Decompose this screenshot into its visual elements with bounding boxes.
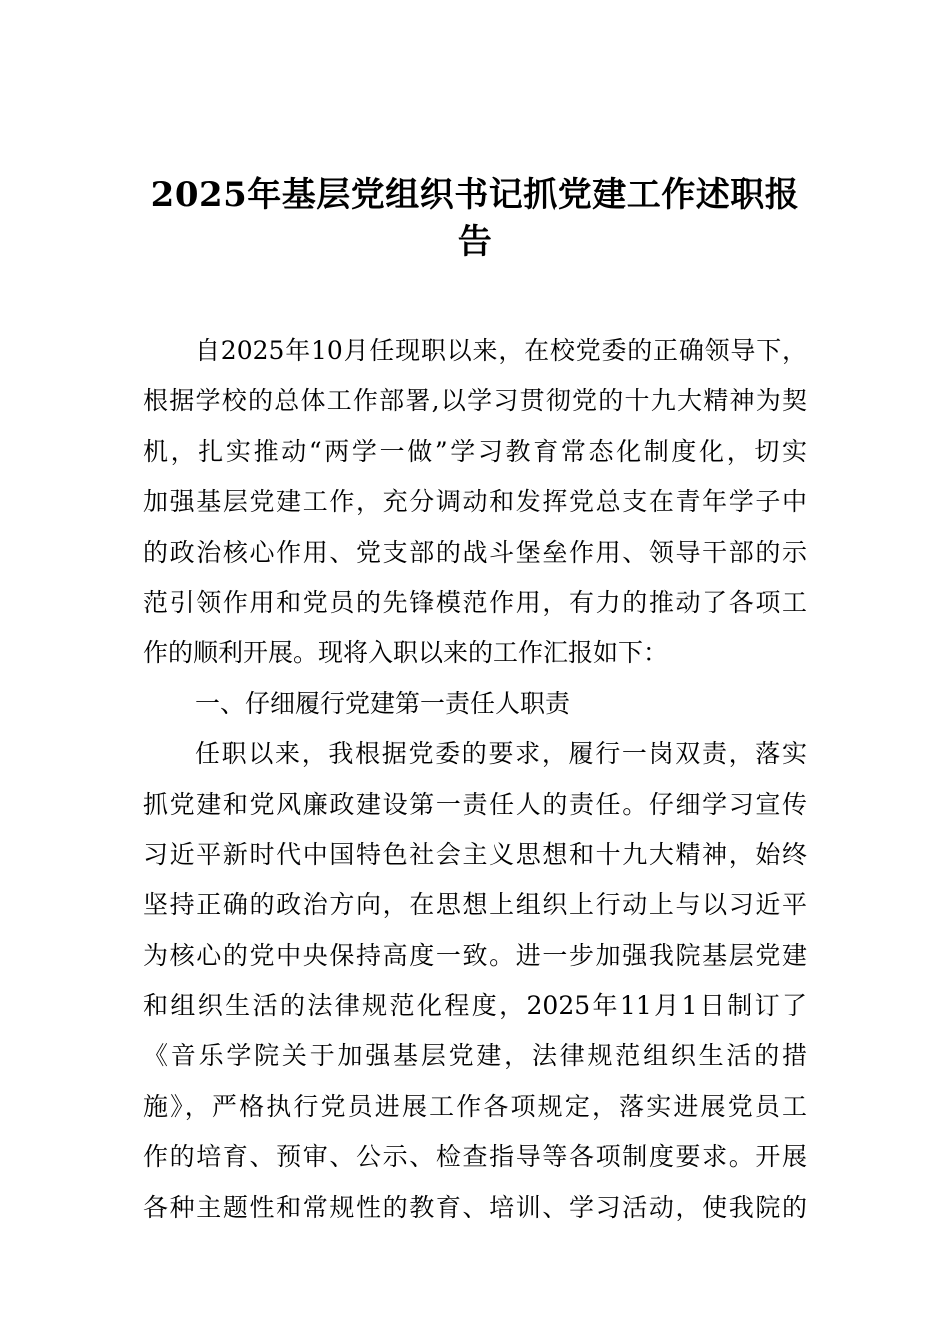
body-line: 各种主题性和常规性的教育、培训、学习活动，使我院的 (143, 1192, 807, 1222)
body-line: 作的顺利开展。现将入职以来的工作汇报如下： (143, 638, 669, 668)
body-line: 自2025年10月任现职以来，在校党委的正确领导下， (195, 336, 807, 365)
body-line: 施》，严格执行党员进展工作各项规定，落实进展党员工 (143, 1091, 807, 1121)
body-line: 作的培育、预审、公示、检查指导等各项制度要求。开展 (143, 1142, 807, 1172)
document-title: 2025年基层党组织书记抓党建工作述职报告 (150, 175, 800, 262)
body-line: 的政治核心作用、党支部的战斗堡垒作用、领导干部的示 (143, 537, 807, 567)
body-line: 根据学校的总体工作部署,以学习贯彻党的十九大精神为契 (143, 386, 807, 416)
body-line: 为核心的党中央保持高度一致。进一步加强我院基层党建 (143, 940, 807, 970)
body-line: 范引领作用和党员的先锋模范作用，有力的推动了各项工 (143, 587, 807, 617)
body-line: 《音乐学院关于加强基层党建，法律规范组织生活的措 (143, 1041, 807, 1071)
body-line: 抓党建和党风廉政建设第一责任人的责任。仔细学习宣传 (143, 789, 807, 819)
document-body (143, 326, 807, 1233)
body-line: 机，扎实推动“两学一做”学习教育常态化制度化，切实 (143, 436, 807, 466)
body-line: 和组织生活的法律规范化程度，2025年11月1日制订了 (143, 991, 807, 1021)
body-line: 坚持正确的政治方向，在思想上组织上行动上与以习近平 (143, 890, 807, 920)
section-heading: 一、仔细履行党建第一责任人职责 (195, 688, 571, 718)
body-line: 任职以来，我根据党委的要求，履行一岗双责，落实 (195, 739, 807, 769)
body-line: 加强基层党建工作，充分调动和发挥党总支在青年学子中 (143, 487, 807, 517)
body-line: 习近平新时代中国特色社会主义思想和十九大精神，始终 (143, 839, 807, 869)
